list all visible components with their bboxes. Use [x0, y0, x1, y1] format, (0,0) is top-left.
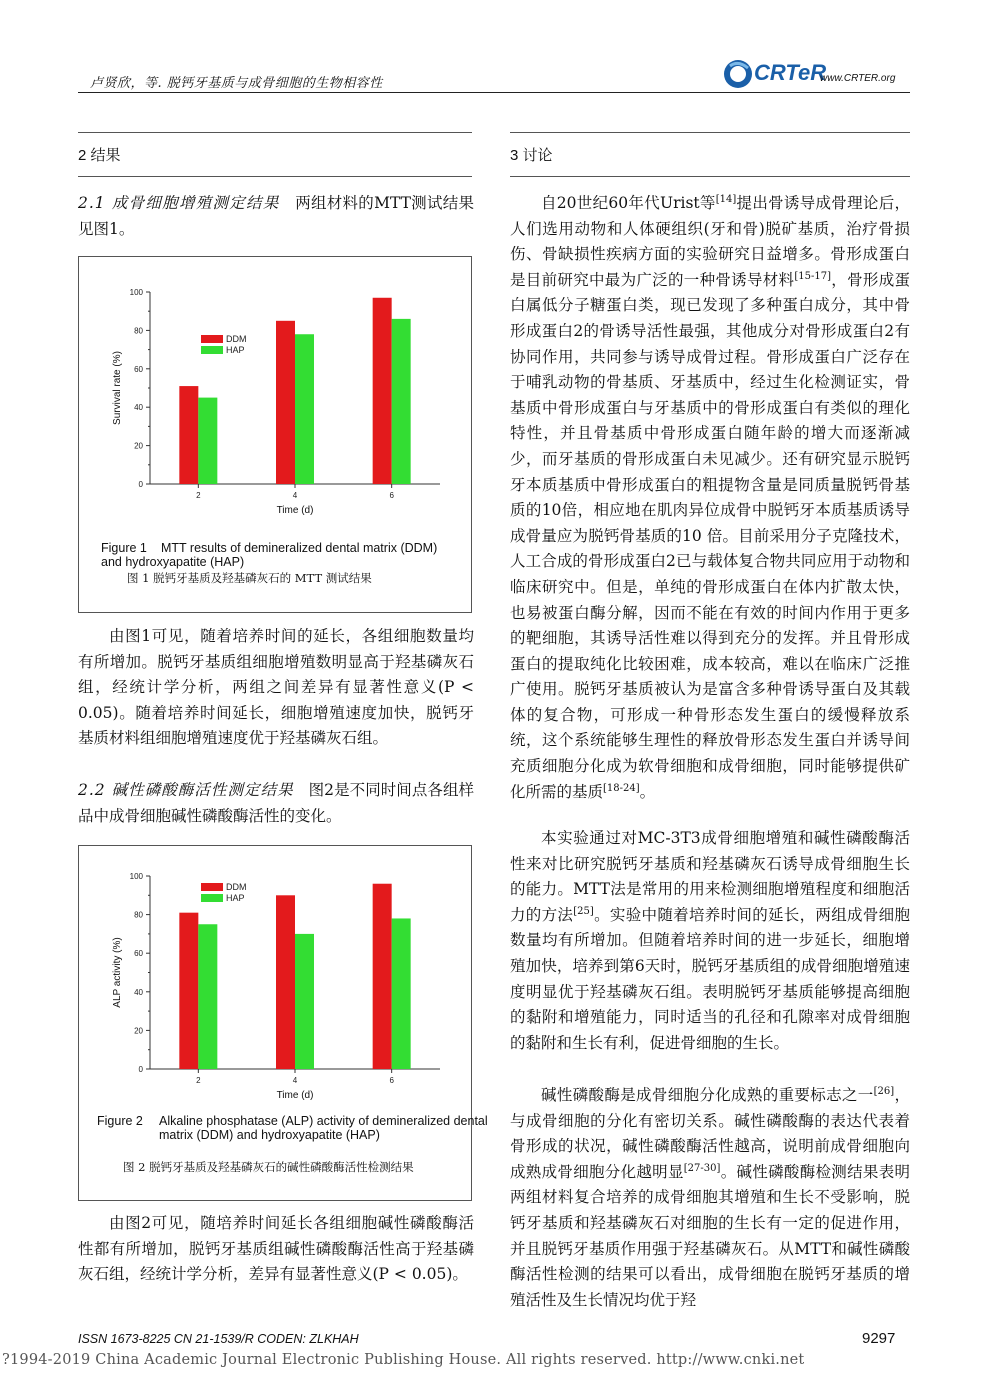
bar-hap-day-4 — [295, 334, 314, 484]
citation-27-30: [27-30] — [683, 1162, 721, 1174]
discussion-p1-b: 提出骨诱导成骨理论后，人们选用动物和人体硬组织(牙和骨)脱矿基质，治疗骨损伤、骨缺损性疾病方面的实验研究日益增多。骨形成蛋白是目前研究中最为广泛的一种骨诱导材料 — [510, 194, 910, 289]
discussion-p3-a: 碱性磷酸酶是成骨细胞分化成熟的重要标志之一 — [541, 1086, 874, 1104]
y-tick-label: 0 — [138, 1065, 143, 1074]
citation-18-24: [18-24] — [603, 782, 640, 794]
footer-issn: ISSN 1673-8225 CN 21-1539/R CODEN: ZLKHAH — [78, 1332, 359, 1346]
bar-ddm-day-4 — [276, 895, 295, 1069]
discussion-p3-c: 。碱性磷酸酶检测结果表明两组材料复合培养的成骨细胞其增殖和生长不受影响，脱钙牙基质和羟基磷灰石对细胞的生长有一定的促进作用，并且脱钙牙基质作用强于羟基磷灰石。从MTT和碱性磷酸酶活性检测的结果可以看出，成骨细胞在脱钙牙基质的增殖活性及生长情况均优于羟 — [510, 1162, 910, 1309]
results-paragraph-1: 由图1可见，随着培养时间的延长，各组细胞数量均有所增加。脱钙牙基质组细胞增殖数明显高于羟基磷灰石组，经统计学分析，两组之间差异有显著性意义(P < 0.05)。随着培养时间延长，细胞增殖速度加快，脱钙牙基质材料组细胞增殖速度优于羟基磷灰石组。 — [78, 627, 474, 748]
y-tick-label: 40 — [134, 403, 143, 413]
subsection-2-2 — [78, 778, 474, 829]
y-tick-label: 100 — [129, 872, 143, 881]
bar-ddm-day-2 — [179, 913, 198, 1069]
subsection-2-2-title: 2.2 碱性磷酸酶活性测定结果 — [78, 781, 294, 799]
figure-2-caption-cn: 图 2 脱钙牙基质及羟基磷灰石的碱性磷酸酶活性检测结果 — [123, 1160, 414, 1174]
y-tick-label: 80 — [134, 910, 143, 920]
discussion-paragraph-2 — [510, 826, 910, 1056]
page-number: 9297 — [862, 1330, 896, 1347]
results-paragraph-2: 由图2可见，随培养时间延长各组细胞碱性磷酸酶活性都有所增加，脱钙牙基质组碱性磷酸酶活性高于羟基磷灰石组，经统计学分析，差异有显著性意义(P < 0.05)。 — [78, 1214, 474, 1284]
x-tick-label: 2 — [196, 491, 201, 500]
bar-hap-day-2 — [198, 924, 217, 1069]
section-rule-bottom — [78, 176, 472, 177]
y-tick-label: 60 — [134, 364, 143, 374]
discussion-paragraph-1 — [510, 191, 910, 805]
figure-1 — [78, 256, 472, 613]
x-tick-label: 4 — [292, 1076, 298, 1085]
website-text: www.CRTER.org — [820, 73, 896, 84]
legend-swatch-ddm — [201, 883, 223, 891]
citation-14: [14] — [715, 193, 737, 205]
bar-hap-day-4 — [295, 934, 314, 1069]
discussion-section-title: 3 讨论 — [510, 147, 553, 164]
figure-2-caption-en — [97, 1114, 525, 1142]
y-tick-label: 60 — [134, 949, 143, 959]
legend-swatch-ddm — [201, 335, 223, 343]
results-section-title: 2 结果 — [78, 147, 121, 164]
journal-logo — [720, 56, 910, 92]
bar-ddm-day-2 — [179, 386, 198, 484]
running-title: 卢贤欣，等. 脱钙牙基质与成骨细胞的生物相容性 — [90, 76, 383, 91]
bar-hap-day-6 — [392, 319, 411, 484]
subsection-2-2-text: 图2是不同时间点各组样品中成骨细胞碱性磷酸酶活性的变化。 — [78, 781, 474, 825]
y-axis-label: Survival rate (%) — [112, 351, 123, 425]
copyright-line: ?1994-2019 China Academic Journal Electronic Publishing House. All rights reserved. http://www.cnki.net — [2, 1352, 805, 1368]
y-tick-label: 40 — [134, 987, 143, 997]
legend-label-hap: HAP — [226, 893, 245, 903]
figure-2-label: Figure 2 — [97, 1114, 143, 1128]
figure-2 — [78, 845, 488, 1201]
y-tick-label: 20 — [134, 1026, 143, 1036]
x-tick-label: 4 — [292, 491, 298, 500]
discussion-rule-bottom — [510, 176, 910, 177]
section-rule-top — [78, 132, 472, 133]
legend-label-ddm: DDM — [226, 334, 247, 344]
legend-label-ddm: DDM — [226, 882, 247, 892]
discussion-paragraph-3 — [510, 1083, 910, 1313]
x-axis-label: Time (d) — [276, 505, 314, 516]
x-axis-label: Time (d) — [276, 1090, 314, 1101]
figure-2-chart — [79, 846, 471, 1108]
logo-text: CRTeR — [754, 60, 827, 85]
discussion-p2-a: 本实验通过对MC-3T3成骨细胞增殖和碱性磷酸酶活性来对比研究脱钙牙基质和羟基磷灰石诱导成骨细胞生长的能力。MTT法是常用的用来检测细胞增殖程度和细胞活力的方法 — [510, 829, 910, 924]
x-tick-label: 6 — [389, 491, 394, 500]
y-tick-label: 0 — [138, 480, 143, 489]
subsection-2-1-text: 两组材料的MTT测试结果见图1。 — [78, 194, 475, 238]
discussion-p1-a: 自20世纪60年代Urist等 — [541, 194, 716, 212]
discussion-p1-d: 。 — [639, 782, 656, 801]
bar-hap-day-6 — [392, 918, 411, 1069]
figure-2-caption-text: Alkaline phosphatase (ALP) activity of demineralized dental matrix (DDM) and hydroxyapatite (HAP) — [159, 1114, 488, 1142]
figure-1-caption-cn: 图 1 脱钙牙基质及羟基磷灰石的 MTT 测试结果 — [127, 571, 372, 585]
discussion-rule-top — [510, 132, 910, 133]
y-tick-label: 80 — [134, 326, 143, 336]
discussion-p3-b: ，与成骨细胞的分化有密切关系。碱性磷酸酶的表达代表着骨形成的状况，碱性磷酸酶活性越高，说明前成骨细胞向成熟成骨细胞分化越明显 — [510, 1086, 910, 1181]
figure-1-chart — [79, 257, 471, 537]
bar-ddm-day-6 — [373, 298, 392, 484]
figure-1-caption-en — [101, 541, 461, 569]
y-tick-label: 20 — [134, 441, 143, 451]
bar-hap-day-2 — [198, 398, 217, 484]
figure-1-caption-text: MTT results of demineralized dental matrix (DDM) and hydroxyapatite (HAP) — [101, 541, 438, 569]
legend-swatch-hap — [201, 894, 223, 902]
subsection-2-1 — [78, 191, 474, 242]
subsection-2-1-title: 2.1 成骨细胞增殖测定结果 — [78, 194, 280, 212]
citation-15-17: [15-17] — [794, 270, 831, 282]
discussion-p2-b: 。实验中随着培养时间的延长，两组成骨细胞数量均有所增加。但随着培养时间的进一步延长，细胞增殖加快，培养到第6天时，脱钙牙基质组的成骨细胞增殖速度明显优于羟基磷灰石组。表明脱钙牙基质能够提高细胞的黏附和增殖能力，同时适当的孔径和孔隙率对成骨细胞的黏附和生长有利，促进骨细胞的生长。 — [510, 905, 910, 1052]
legend-swatch-hap — [201, 346, 223, 354]
citation-26: [26] — [873, 1085, 895, 1097]
bar-ddm-day-4 — [276, 321, 295, 484]
y-tick-label: 100 — [129, 288, 143, 297]
figure-1-label: Figure 1 — [101, 541, 147, 555]
x-tick-label: 6 — [389, 1076, 394, 1085]
header-rule — [78, 92, 910, 93]
legend-label-hap: HAP — [226, 345, 245, 355]
discussion-p1-c: ，骨形成蛋白属低分子糖蛋白类，现已发现了多种蛋白成分，其中骨形成蛋白2的骨诱导活性最强，其他成分对骨形成蛋白2有协同作用，共同参与诱导成骨过程。骨形成蛋白广泛存在于哺乳动物的骨基质、牙基质中，经过生化检测证实，骨基质中骨形成蛋白与牙基质中的骨形成蛋白有类似的理化特性，并且骨基质中骨形成蛋白随年龄的增大而逐渐减少，而牙基质的骨形成蛋白未见减少。还有研究显示脱钙牙本质基质中骨形成蛋白的粗提物含量是同质量脱钙骨基质的10倍，相应地在肌肉异位成骨中脱钙牙本质基质诱导成骨量应为脱钙骨基质的10 倍。目前采用分子克隆技术，人工合成的骨形成蛋白2已与载体复合物共同应用于动物和临床研究中。但是，单纯的骨形成蛋白在体内扩散太快，也易被蛋白酶分解，因而不能在有效的时间内作用于更多的靶细胞，其诱导活性难以得到充分的发挥。并且骨形成蛋白的提取纯化比较困难，成本较高，难以在临床广泛推广使用。脱钙牙基质被认为是富含多种骨诱导蛋白及其载体的复合物，可形成一种骨形态发生蛋白的缓慢释放系统，这个系统能够生理性的释放骨形态发生蛋白并诱导间充质细胞分化成为软骨细胞和成骨细胞，同时能够提供矿化所需的基质 — [510, 270, 910, 801]
y-axis-label: ALP activity (%) — [112, 937, 123, 1008]
citation-25: [25] — [573, 905, 594, 917]
bar-ddm-day-6 — [373, 884, 392, 1069]
x-tick-label: 2 — [196, 1076, 201, 1085]
